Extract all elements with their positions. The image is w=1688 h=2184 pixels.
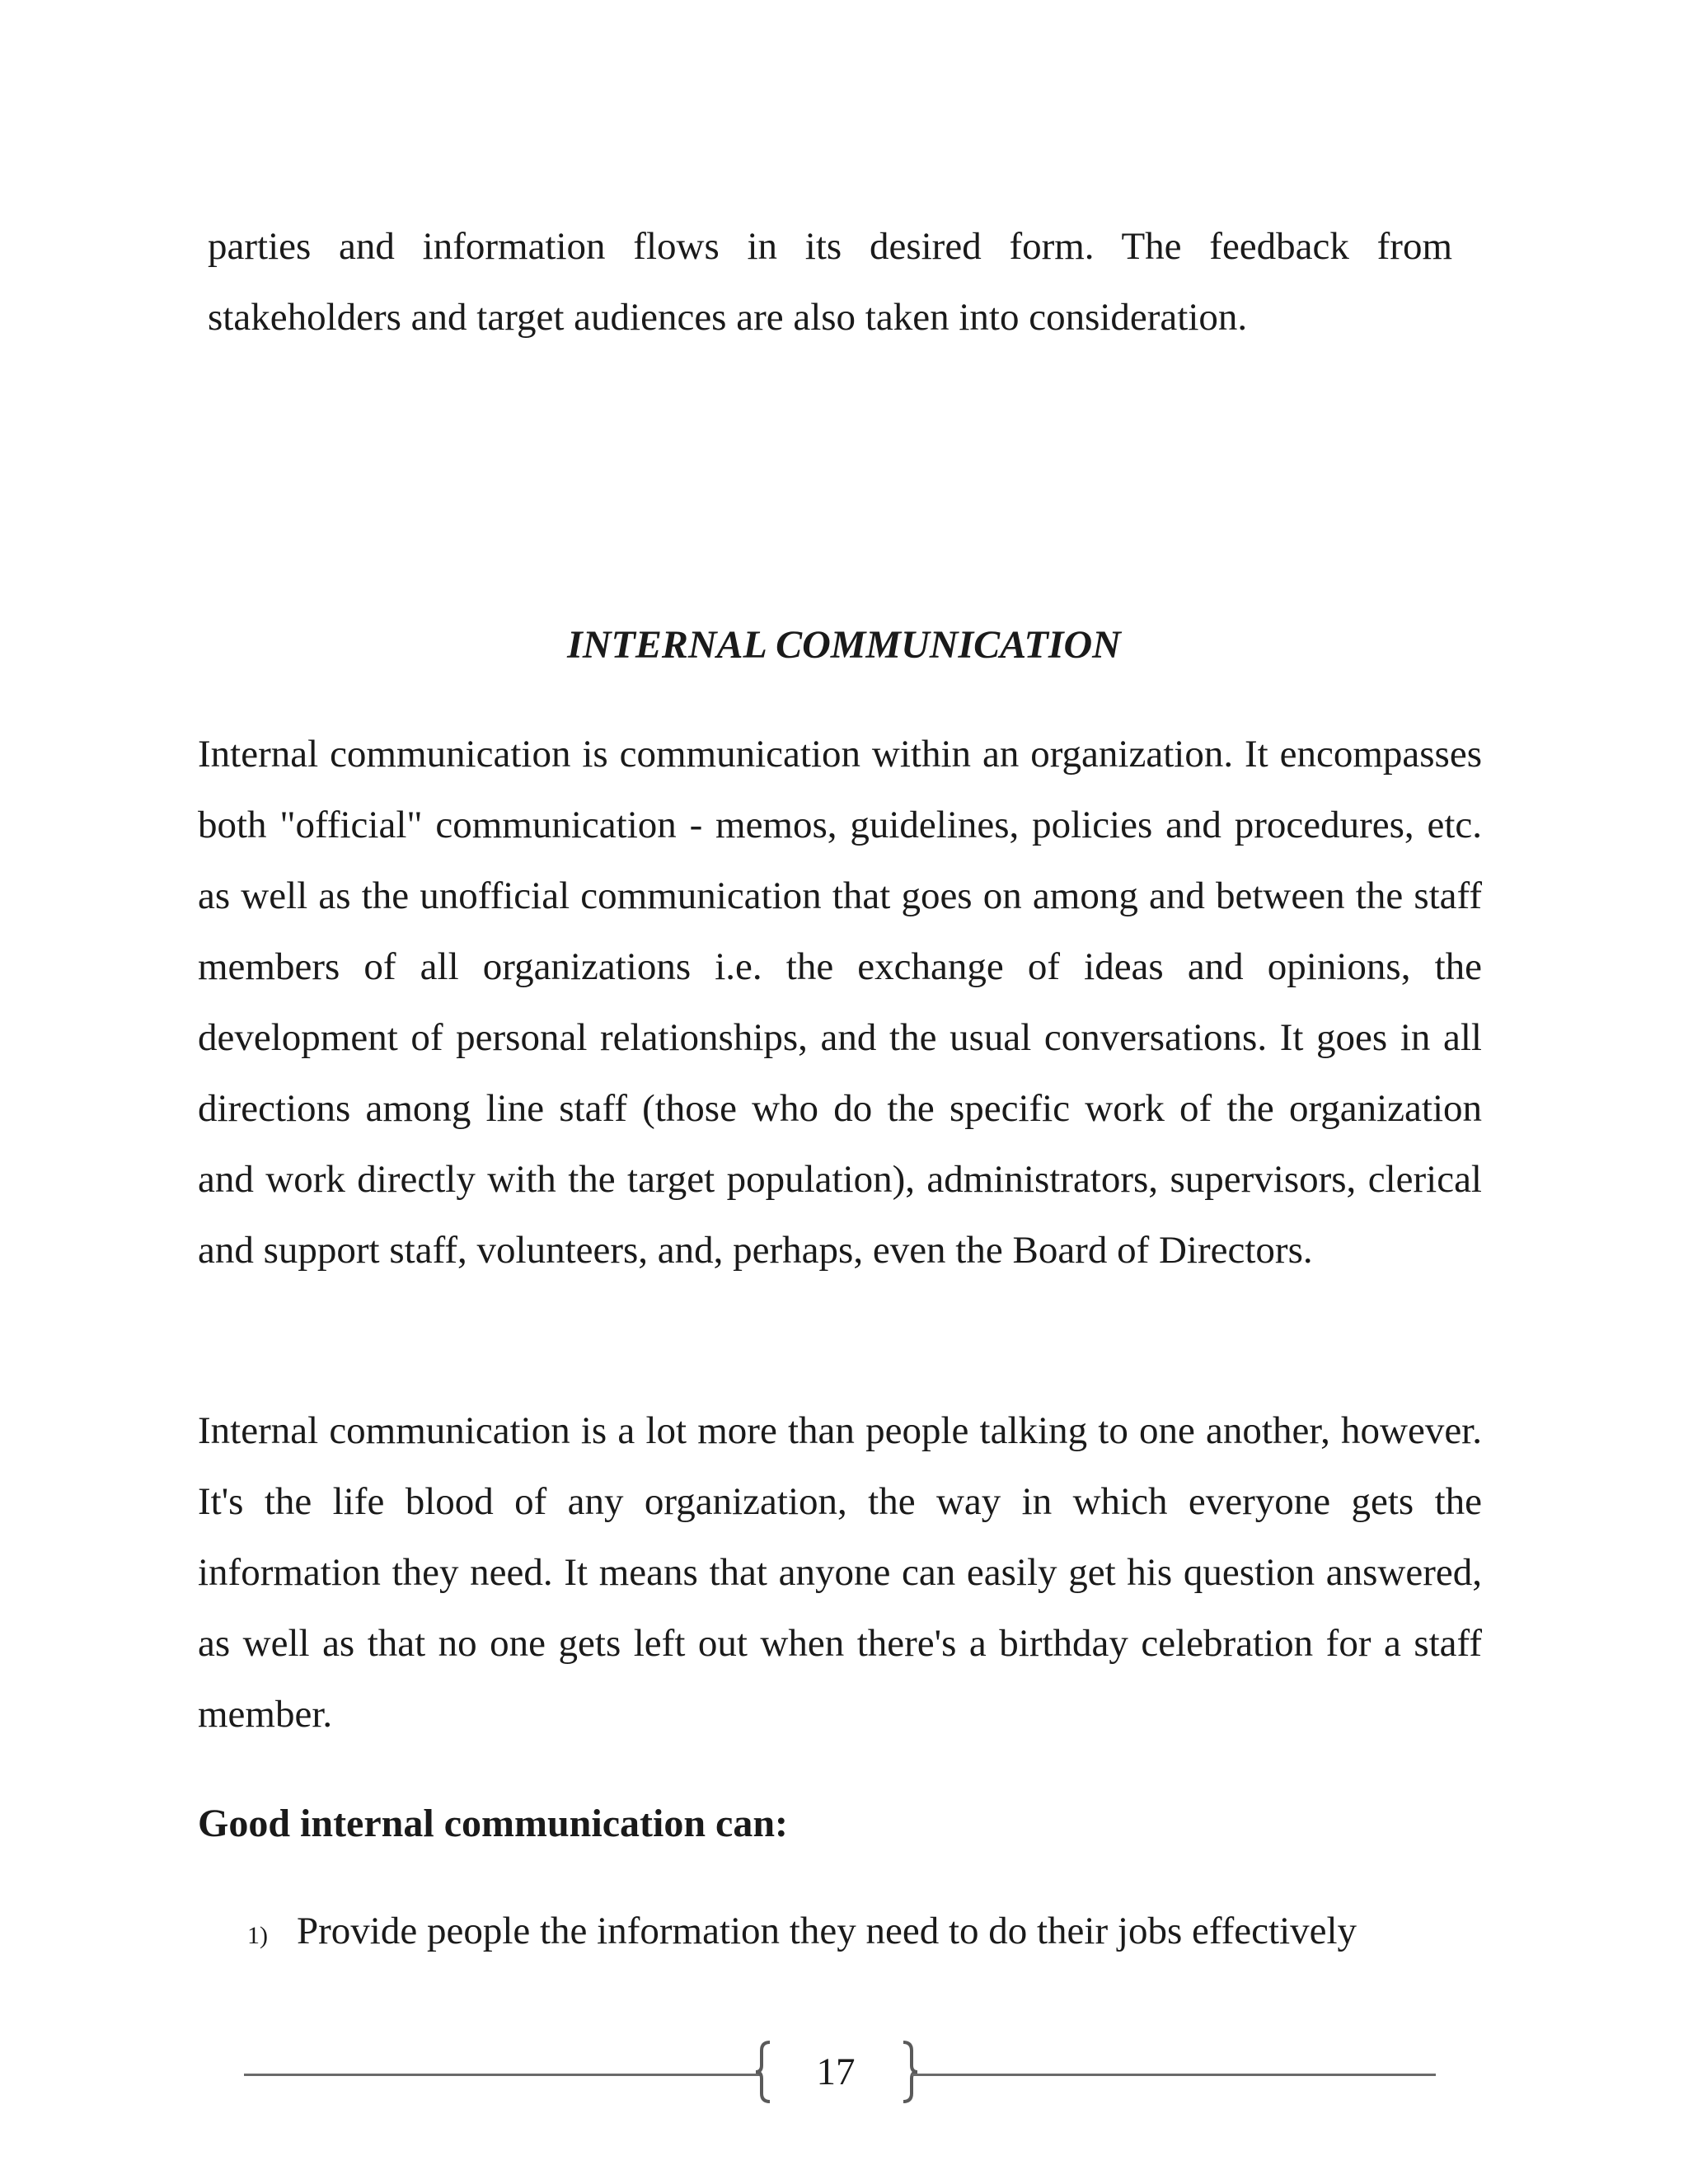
- continuation-paragraph: parties and information flows in its desired form. The feedback from stakeholders and target audiences are also taken into consideration.: [208, 225, 1452, 339]
- section-title: INTERNAL COMMUNICATION: [567, 623, 1121, 667]
- body-paragraph-2: Internal communication is a lot more than people talking to one another, however. It's the life blood of any organization, the way in which everyone gets the information they need. It means that anyone can easily get his question answered, as well as that no one gets left out when there's a birthday celebration for a staff member.: [198, 1409, 1482, 1736]
- page-number: 17: [816, 2050, 856, 2093]
- right-brace-icon: [900, 2041, 920, 2103]
- list-item-text: Provide people the information they need to do their jobs effectively: [297, 1910, 1357, 1952]
- list-item: [247, 1896, 1484, 1971]
- body-paragraph-1: Internal communication is communication within an organization. It encompasses both "official" communication - memos, guidelines, policies and procedures, etc. as well as the unofficial communication that goes on among and between the staff members of all organizations i.e. the exchange of ideas and opinions, the development of personal relationships, and the usual conversations. It goes in all directions among line staff (those who do the specific work of the organization and work directly with the target population), administrators, supervisors, clerical and support staff, volunteers, and, perhaps, even the Board of Directors.: [198, 733, 1482, 1272]
- footer-rule-right: [912, 2074, 1436, 2076]
- numbered-list: [247, 1896, 1484, 1971]
- list-subheading: Good internal communication can:: [198, 1802, 788, 1845]
- left-brace-icon: [753, 2041, 773, 2103]
- list-item-number: 1): [247, 1922, 268, 1949]
- footer-rule-left: [244, 2074, 760, 2076]
- page-footer: [244, 2037, 1436, 2111]
